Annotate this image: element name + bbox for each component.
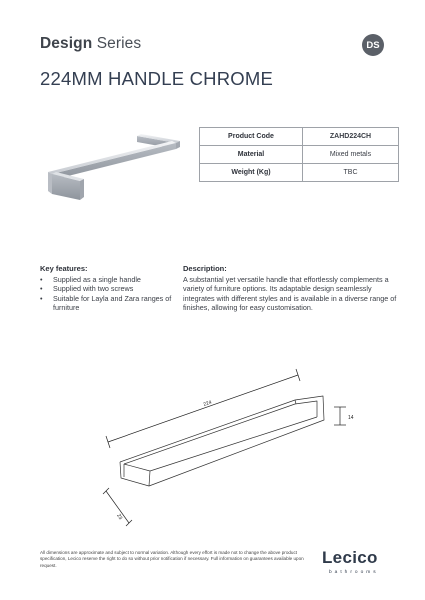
- spec-table: [199, 127, 399, 182]
- brand-series: [40, 35, 141, 53]
- list-item: • Supplied as a single handle: [40, 275, 175, 284]
- height-label: 14: [348, 415, 354, 421]
- product-title: 224MM HANDLE CHROME: [40, 68, 274, 89]
- spec-label: Material: [200, 146, 303, 164]
- lecico-logo: Lecico: [322, 548, 378, 567]
- footer-disclaimer: All dimensions are approximate and subject to normal variation. Although every effort is made not to change the above product specification, Lecico reserve the right to do so without prior notification if necessary. Full information on guarantees available upon request.: [40, 550, 304, 568]
- handle-photo: [40, 125, 190, 205]
- spec-label: Product Code: [200, 128, 303, 146]
- spec-value: Mixed metals: [303, 146, 399, 164]
- brand-bold: Design: [40, 35, 93, 52]
- features-heading: Key features:: [40, 264, 88, 273]
- spec-row: [200, 128, 399, 146]
- list-item: • Suitable for Layla and Zara ranges of furniture: [40, 294, 175, 313]
- spec-row: [200, 146, 399, 164]
- spec-label: Weight (Kg): [200, 164, 303, 182]
- spec-value: ZAHD224CH: [303, 128, 399, 146]
- technical-drawing: [95, 365, 365, 535]
- brand-rest: Series: [92, 35, 142, 52]
- spec-value: TBC: [303, 164, 399, 182]
- ds-badge-icon: DS: [362, 34, 384, 56]
- list-item: • Supplied with two screws: [40, 284, 175, 293]
- spec-row: [200, 164, 399, 182]
- lecico-logo-sub: bathrooms: [329, 570, 379, 575]
- description-heading: Description:: [183, 264, 227, 273]
- length-label: 224: [202, 399, 213, 408]
- description-text: A substantial yet versatile handle that effortlessly complements a variety of furniture options. Its adaptable design seamlessly integrates with different styles and is available in a diverse range of finishes, allowing for easy customisation.: [183, 275, 397, 312]
- depth-label: 23: [115, 513, 124, 521]
- features-list: [40, 275, 175, 312]
